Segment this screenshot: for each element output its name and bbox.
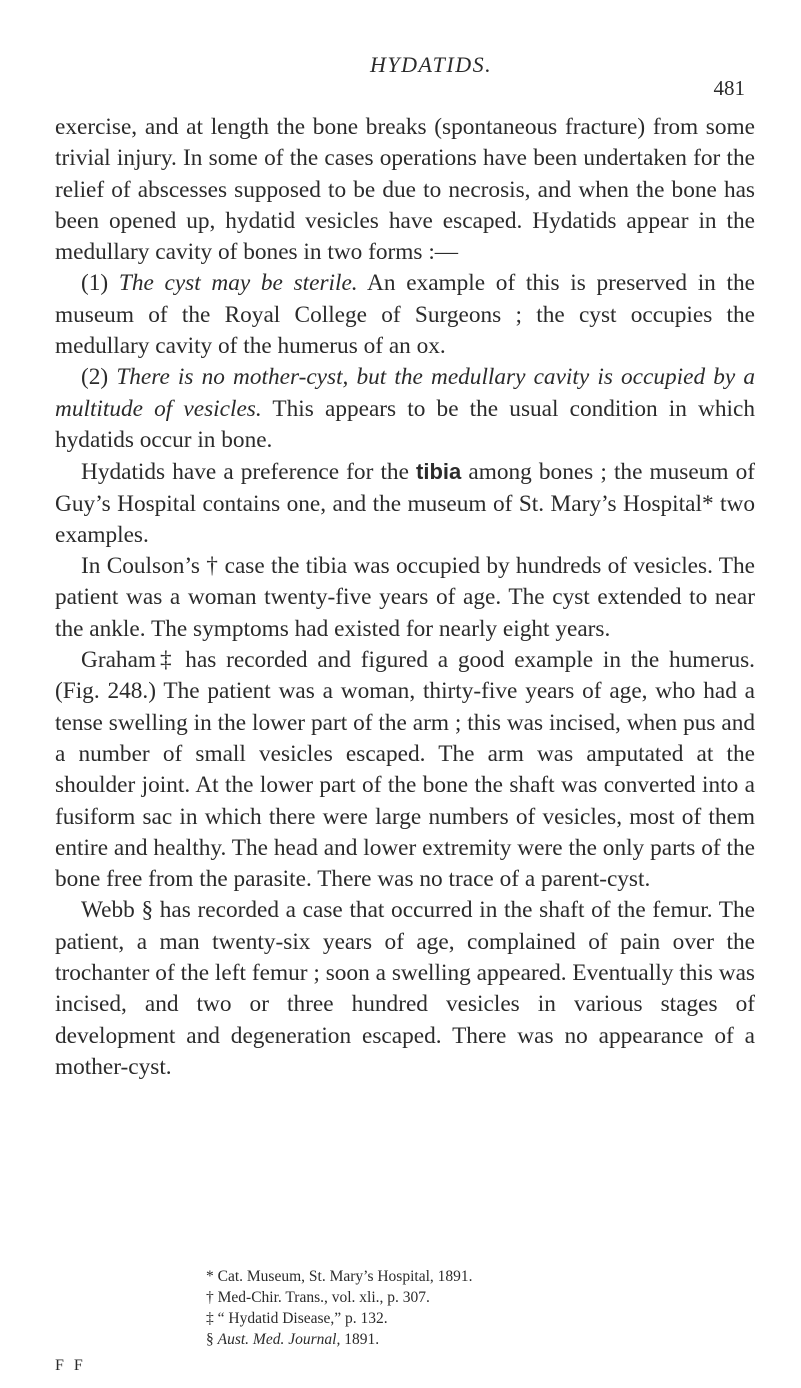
- italic-text: There is no mother-cyst, but the medullary cavity is occupied by a multitude of vesicles.: [55, 364, 756, 422]
- body-text: [55, 112, 755, 1083]
- bold-text: tibia: [416, 459, 462, 485]
- text-run: In Coulson’s † case the tibia was occupied by hundreds of vesicles. The patient was a woman twenty-five years of age. The cyst extended to near the ankle. The symptoms had existed for nearly eight years.: [55, 553, 755, 642]
- footnote: [206, 1266, 766, 1287]
- text-run: (1): [81, 270, 119, 297]
- text-run: §: [206, 1331, 218, 1348]
- footnotes: [206, 1266, 766, 1350]
- page-number: 481: [713, 76, 745, 100]
- paragraph: [55, 551, 755, 645]
- paragraph: [55, 112, 755, 268]
- text-run: exercise, and at length the bone breaks (spontaneous fracture) from some trivial injury. In some of the cases operations have been undertaken for the relief of abscesses supposed to be due to necrosis, and when the bone has been opened up, hydatid vesicles have escaped. Hydatids appear in the medullary cavity of bones in two forms :—: [55, 114, 755, 266]
- text-run: 1891.: [340, 1331, 380, 1348]
- paragraph: [55, 645, 755, 895]
- paragraph: [55, 456, 755, 551]
- signature-mark: F F: [55, 1357, 86, 1374]
- running-head-title: HYDATIDS.: [370, 52, 493, 77]
- text-run: Webb § has recorded a case that occurred in the shaft of the femur. The patient, a man twenty-six years of age, complained of pain over the trochanter of the left femur ; soon a swelling appeared. Eventually this was incised, and two or three hundred vesicles in various stages of development and degeneration escaped. There was no appearance of a mother-cyst.: [55, 897, 755, 1080]
- text-run: among bones ; the museum of Guy’s Hospital contains one, and the museum of St. Mary’s Hospital* two examples.: [55, 459, 755, 548]
- text-run: Graham‡ has recorded and figured a good example in the humerus. (Fig. 248.) The patient was a woman, thirty-five years of age, who had a tense swelling in the lower part of the arm ; this was incised, when pus and a number of small vesicles escaped. The arm was amputated at the shoulder joint. At the lower part of the bone the shaft was converted into a fusiform sac in which there were large numbers of vesicles, most of them entire and healthy. The head and lower extremity were the only parts of the bone free from the parasite. There was no trace of a parent-cyst.: [55, 647, 755, 893]
- footnote: [206, 1329, 766, 1350]
- italic-text: The cyst may be sterile.: [118, 270, 358, 297]
- text-run: (2): [81, 364, 117, 391]
- footnote: [206, 1287, 766, 1308]
- paragraph: [55, 895, 755, 1083]
- text-run: * Cat. Museum, St. Mary’s Hospital, 1891.: [206, 1268, 473, 1285]
- text-run: This appears to be the usual condition in which hydatids occur in bone.: [55, 395, 755, 453]
- text-run: An example of this is preserved in the museum of the Royal College of Surgeons ; the cyst occupies the medullary cavity of the humerus of an ox.: [55, 270, 755, 360]
- text-run: Hydatids have a preference for the: [81, 459, 417, 486]
- paragraph: [55, 362, 755, 456]
- text-run: † Med-Chir. Trans., vol. xli., p. 307.: [206, 1289, 430, 1306]
- text-run: ‡ “ Hydatid Disease,” p. 132.: [206, 1310, 388, 1327]
- italic-text: Aust. Med. Journal,: [217, 1331, 341, 1348]
- footnote: [206, 1308, 766, 1329]
- paragraph: [55, 268, 755, 362]
